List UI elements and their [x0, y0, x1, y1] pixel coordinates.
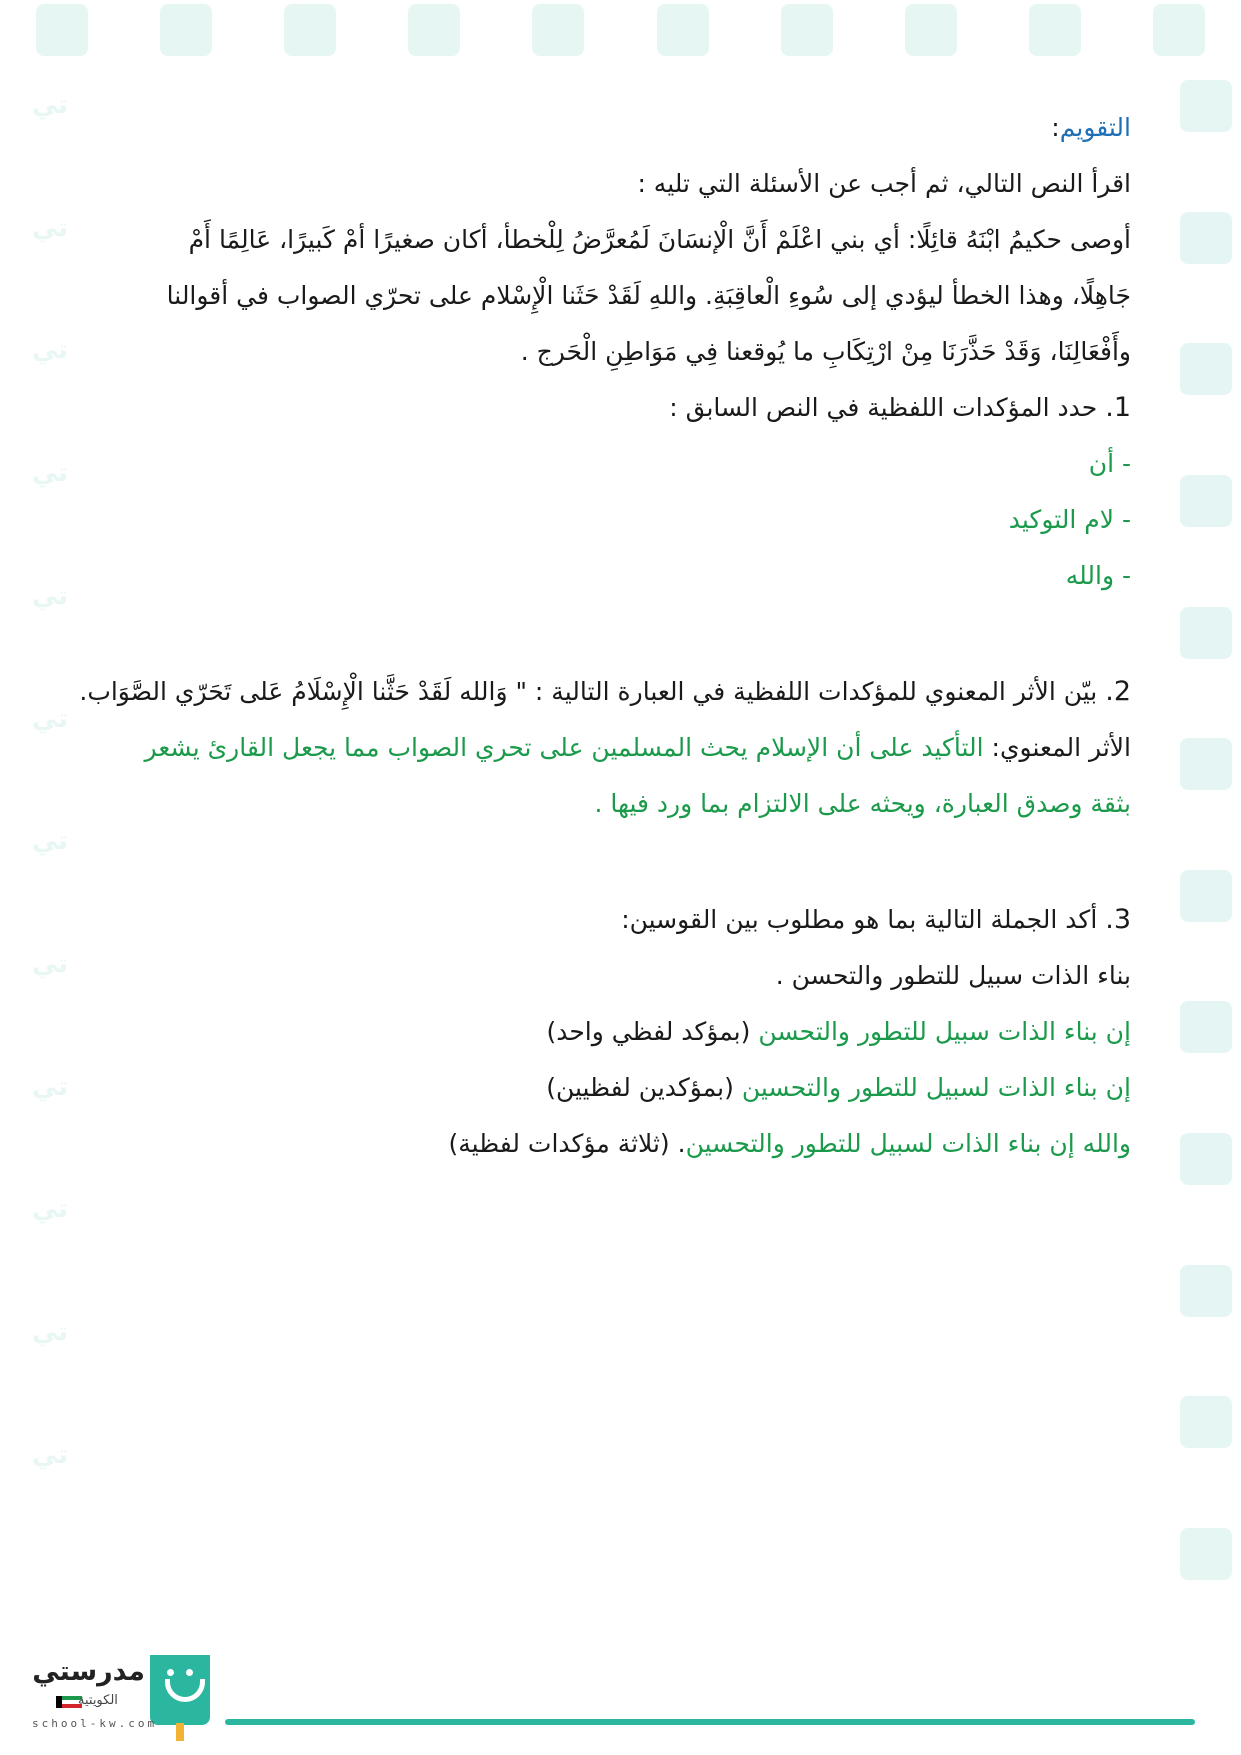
watermark-text: تي: [31, 90, 69, 120]
watermark-right-column: [1171, 80, 1241, 1580]
question-number: 2.: [1105, 676, 1131, 707]
answer-2-line: [91, 720, 1131, 776]
logo-name: مدرستي: [32, 1656, 145, 1687]
base-sentence: بناء الذات سبيل للتطور والتحسن .: [775, 961, 1131, 990]
watermark-logo-icon: [160, 4, 212, 56]
watermark-text: تي: [31, 212, 69, 243]
answer-item: - أن: [1088, 449, 1131, 478]
answer-text: إن بناء الذات سبيل للتطور والتحسن: [750, 1017, 1131, 1046]
answer-item: - لام التوكيد: [1008, 505, 1131, 534]
answer-text: التأكيد على أن الإسلام يحث المسلمين على تحري الصواب مما يجعل القارئ يشعر: [144, 733, 984, 762]
watermark-logo-icon: [657, 4, 709, 56]
watermark-logo-icon: [1180, 80, 1232, 132]
answer-note: . (ثلاثة مؤكدات لفظية): [448, 1129, 686, 1158]
watermark-logo-icon: [1180, 1265, 1232, 1317]
watermark-logo-icon: [1180, 738, 1232, 790]
question-3: [91, 892, 1131, 948]
watermark-logo-icon: [1029, 4, 1081, 56]
watermark-left-column: [20, 90, 80, 1470]
watermark-logo-icon: [1180, 343, 1232, 395]
watermark-text: تي: [31, 1317, 69, 1348]
watermark-logo-icon: [1153, 4, 1205, 56]
spacer: [91, 832, 1131, 892]
watermark-logo-icon: [1180, 607, 1232, 659]
watermark-text: تي: [31, 1071, 69, 1102]
watermark-logo-icon: [1180, 1396, 1232, 1448]
passage-line: أوصى حكيمُ ابْنَهُ قائِلًا: أي بني اعْلَمْ أَنَّ الْإنسَانَ لَمُعرَّضُ لِلْخطأ، أكان صغيرًا أمْ كَبيرًا، عَالِمًا أَمْ: [188, 225, 1131, 254]
watermark-logo-icon: [1180, 475, 1232, 527]
watermark-logo-icon: [905, 4, 957, 56]
brand-logo: [28, 1655, 218, 1745]
section-title-colon: :: [1051, 113, 1060, 142]
watermark-text: تي: [31, 826, 69, 857]
watermark-logo-icon: [1180, 1133, 1232, 1185]
question-1: [91, 380, 1131, 436]
watermark-logo-icon: [408, 4, 460, 56]
instruction-text: اقرأ النص التالي، ثم أجب عن الأسئلة التي تليه :: [637, 169, 1131, 198]
answer-2-line: بثقة وصدق العبارة، ويحثه على الالتزام بما ورد فيها .: [594, 789, 1131, 818]
watermark-text: تي: [31, 949, 69, 980]
watermark-text: تي: [31, 703, 69, 734]
question-number: 3.: [1105, 904, 1131, 935]
logo-eye: [186, 1669, 193, 1676]
worksheet-content: [79, 100, 1131, 1172]
answer-text: إن بناء الذات لسبيل للتطور والتحسين: [733, 1073, 1131, 1102]
watermark-text: تي: [31, 458, 69, 489]
passage-line: جَاهِلًا، وهذا الخطأ ليؤدي إلى سُوءِ الْعاقِبَةِ. واللهِ لَقَدْ حَثَنا الْإِسْلام على تحرّي الصواب في أقوالنا: [166, 281, 1131, 310]
question-number: 1.: [1105, 392, 1131, 423]
watermark-logo-icon: [1180, 870, 1232, 922]
question-text: بيّن الأثر المعنوي للمؤكدات اللفظية في العبارة التالية : " وَالله لَقَدْ حَثَّنا الْإِسْلَامُ عَلى تَحَرّي الصَّوَاب.: [79, 677, 1098, 706]
logo-eye: [167, 1669, 174, 1676]
footer-rule: [225, 1719, 1195, 1725]
answer-3-item: [91, 1004, 1131, 1060]
question-text: حدد المؤكدات اللفظية في النص السابق :: [669, 393, 1098, 422]
watermark-logo-icon: [1180, 1528, 1232, 1580]
watermark-logo-icon: [532, 4, 584, 56]
watermark-logo-icon: [781, 4, 833, 56]
passage-line: وأَفْعَالِنَا، وَقَدْ حَذَّرَنَا مِنْ ارْتِكَابِ ما يُوقعنا فِي مَوَاطِنِ الْحَرج .: [520, 337, 1131, 366]
answer-item: - والله: [1065, 561, 1131, 590]
watermark-logo-icon: [284, 4, 336, 56]
answer-text: والله إن بناء الذات لسبيل للتطور والتحسين: [685, 1129, 1131, 1158]
watermark-logo-icon: [1180, 212, 1232, 264]
section-title-text: التقويم: [1059, 113, 1131, 142]
question-text: أكد الجملة التالية بما هو مطلوب بين القوسين:: [621, 905, 1098, 934]
section-title: [91, 100, 1131, 156]
answer-note: (بمؤكد لفظي واحد): [546, 1017, 751, 1046]
logo-bookmark: [176, 1723, 184, 1741]
watermark-text: تي: [31, 335, 69, 366]
spacer: [91, 604, 1131, 664]
question-2: [79, 664, 1131, 720]
watermark-logo-icon: [36, 4, 88, 56]
answer-note: (بمؤكدين لفظيين): [546, 1073, 734, 1102]
logo-smile: [165, 1679, 205, 1702]
answer-3-item: [91, 1060, 1131, 1116]
watermark-text: تي: [31, 1194, 69, 1225]
answer-label: الأثر المعنوي:: [983, 733, 1131, 762]
watermark-text: تي: [31, 580, 69, 611]
watermark-text: تي: [31, 1439, 69, 1470]
brand-logo-icon: [150, 1655, 210, 1725]
logo-subtitle: الكويتية: [78, 1693, 118, 1708]
watermark-top-strip: [0, 0, 1241, 60]
watermark-logo-icon: [1180, 1001, 1232, 1053]
logo-url: school-kw.com: [32, 1717, 158, 1730]
answer-3-item: [91, 1116, 1131, 1172]
